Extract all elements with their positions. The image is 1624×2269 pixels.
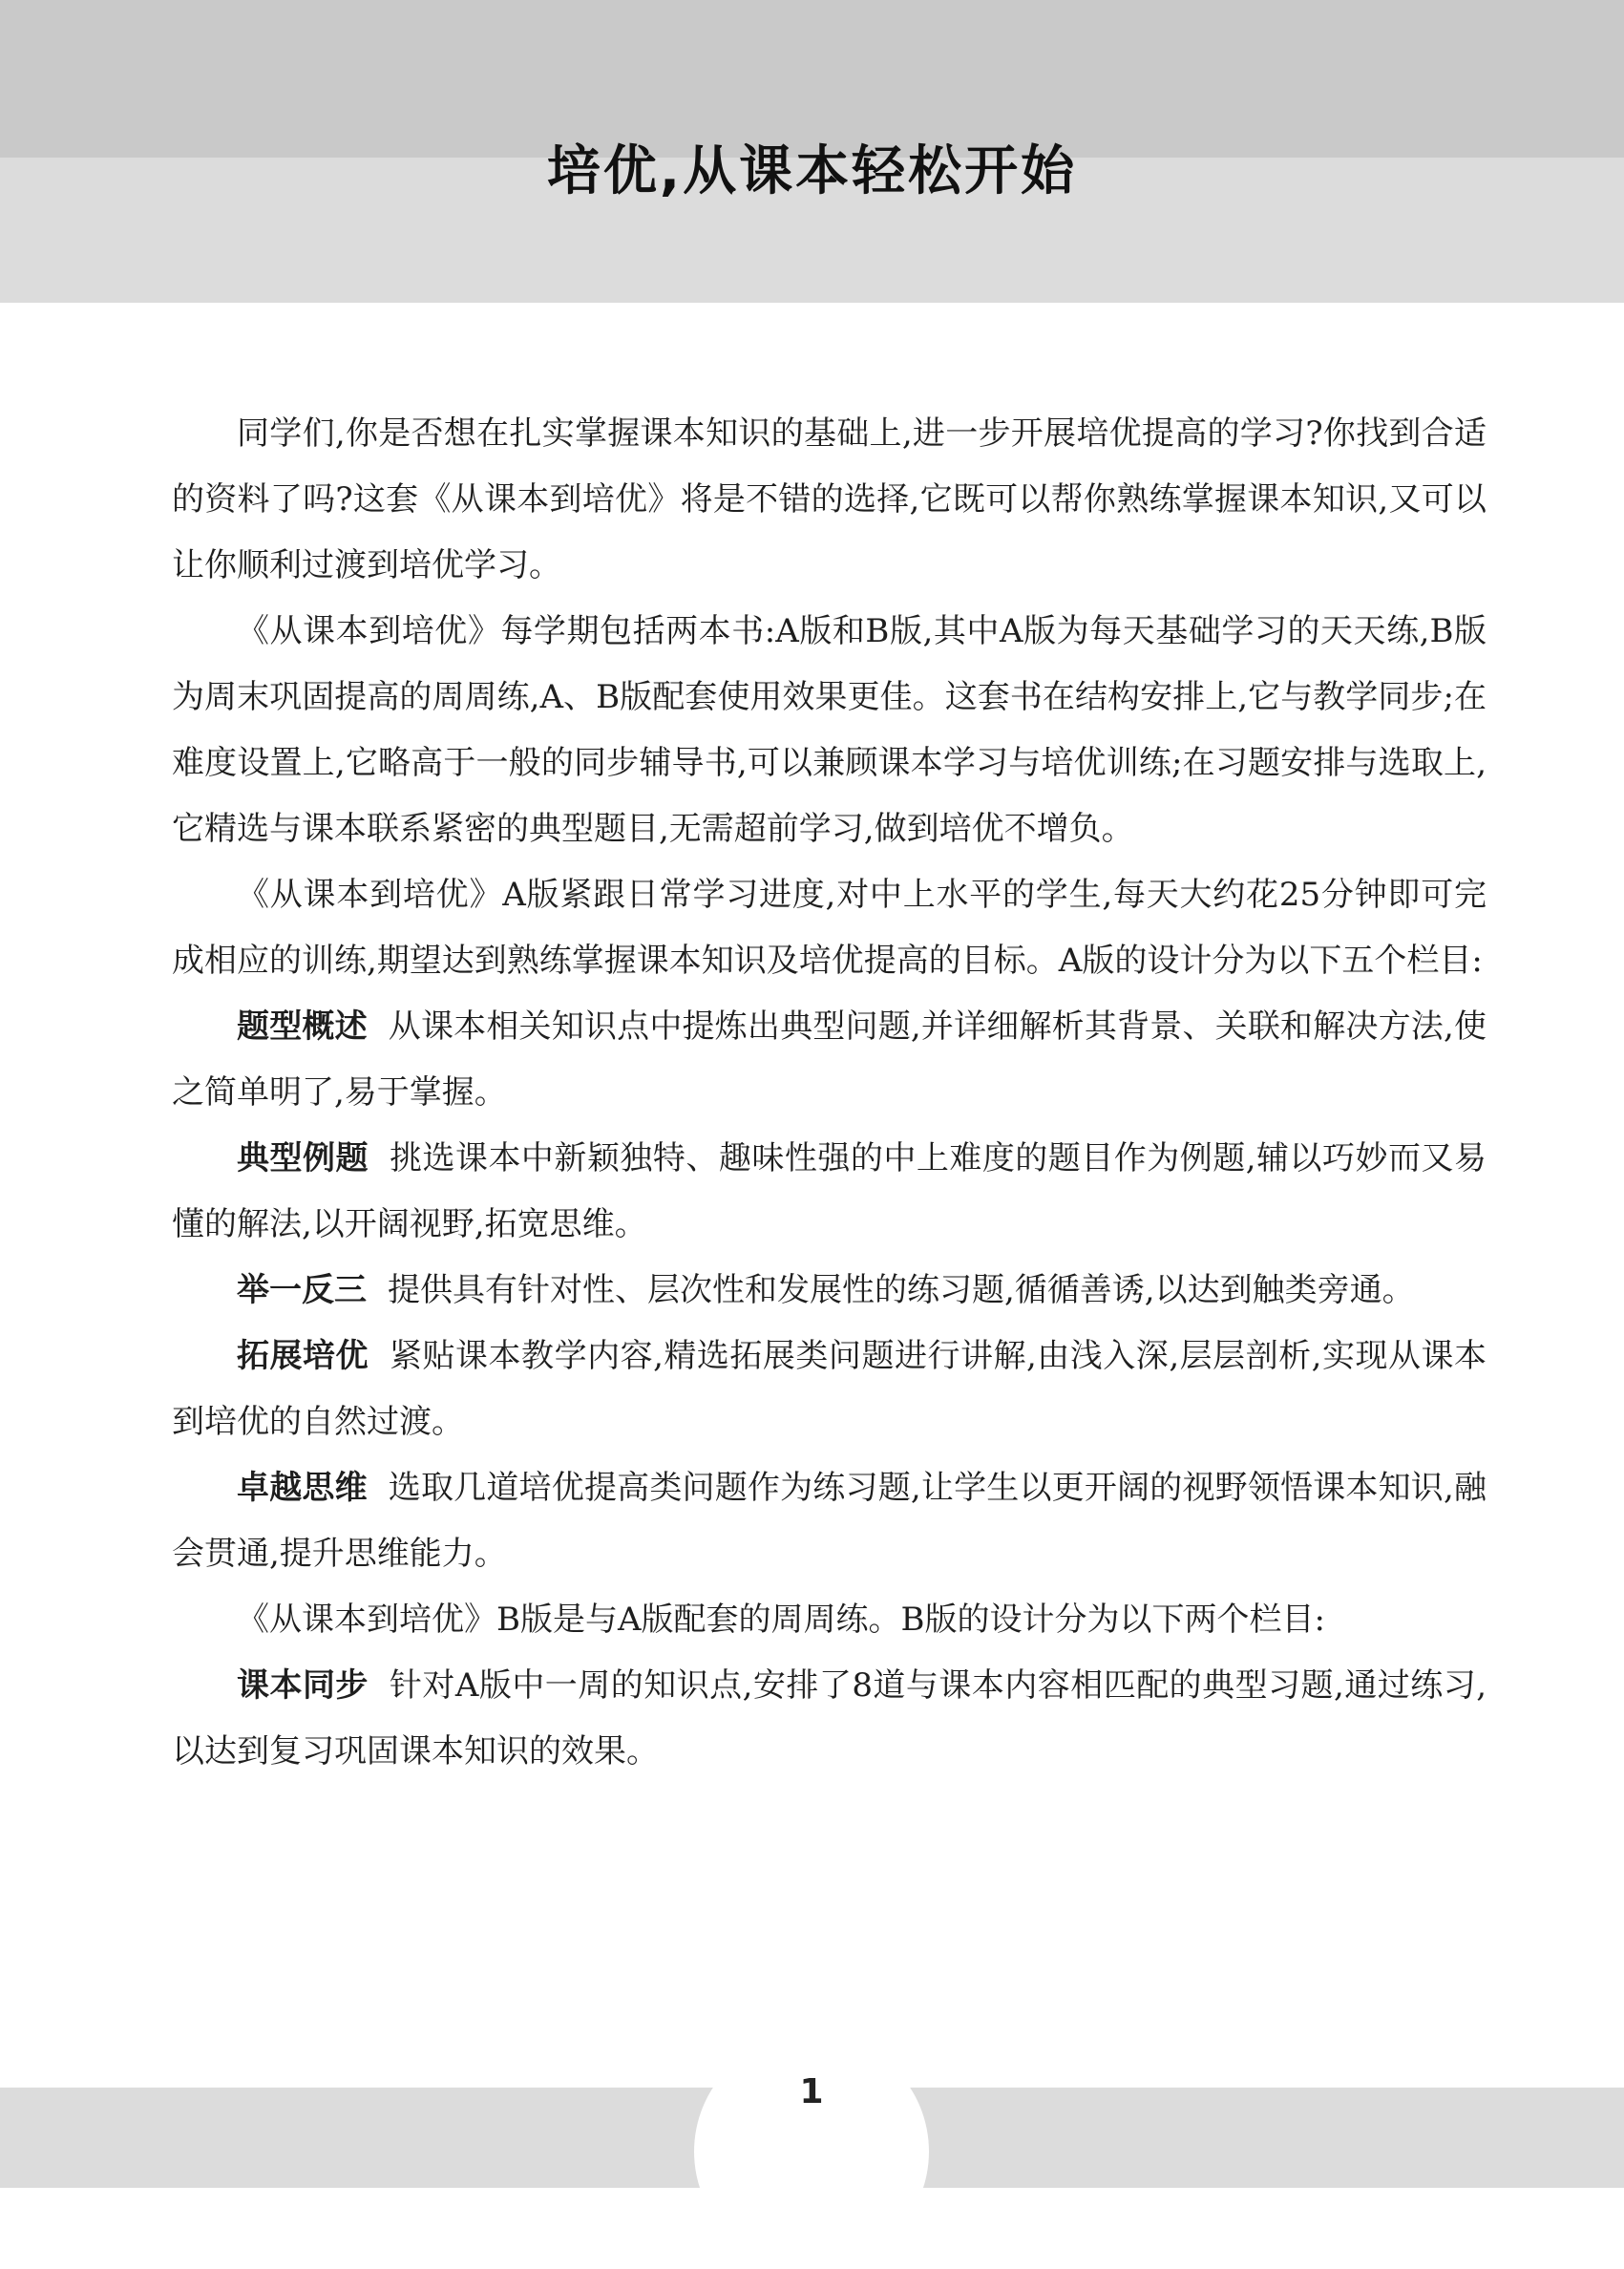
paragraph-intro: 同学们,你是否想在扎实掌握课本知识的基础上,进一步开展培优提高的学习?你找到合适的资料了吗?这套《从课本到培优》将是不错的选择,它既可以帮你熟练掌握课本知识,又可以让你顺利过渡到培优学习。: [172, 414, 1487, 584]
page-number: 1: [799, 2072, 824, 2111]
paragraph-b-version: 《从课本到培优》B版是与A版配套的周周练。B版的设计分为以下两个栏目:: [237, 1601, 1325, 1639]
paragraph-a-version: 《从课本到培优》A版紧跟日常学习进度,对中上水平的学生,每天大约花25分钟即可完成相应的训练,期望达到熟练掌握课本知识及培优提高的目标。A版的设计分为以下五个栏目:: [172, 876, 1487, 980]
column-desc: 挑选课本中新颖独特、趣味性强的中上难度的题目作为例题,辅以巧妙而又易懂的解法,以开阔视野,拓宽思维。: [172, 1139, 1487, 1243]
paragraph-books: 《从课本到培优》每学期包括两本书:A版和B版,其中A版为每天基础学习的天天练,B版为周末巩固提高的周周练,A、B版配套使用效果更佳。这套书在结构安排上,它与教学同步;在难度设置上,它略高于一般的同步辅导书,可以兼顾课本学习与培优训练;在习题安排与选取上,它精选与课本联系紧密的典型题目,无需超前学习,做到培优不增负。: [172, 612, 1487, 848]
column-desc: 针对A版中一周的知识点,安排了8道与课本内容相匹配的典型习题,通过练习,以达到复习巩固课本知识的效果。: [172, 1666, 1487, 1771]
column-item: [172, 1455, 1487, 1587]
column-desc: 选取几道培优提高类问题作为练习题,让学生以更开阔的视野领悟课本知识,融会贯通,提升思维能力。: [172, 1469, 1487, 1573]
column-term: 卓越思维: [237, 1469, 368, 1507]
page-title: 培优,从课本轻松开始: [546, 140, 1078, 202]
column-term: 题型概述: [237, 1007, 368, 1046]
column-term: 拓展培优: [237, 1337, 369, 1375]
column-desc: 紧贴课本教学内容,精选拓展类问题进行讲解,由浅入深,层层剖析,实现从课本到培优的自然过渡。: [172, 1337, 1487, 1441]
column-item: [172, 1126, 1487, 1258]
column-term: 典型例题: [237, 1139, 369, 1177]
column-item: [172, 1324, 1487, 1455]
column-item: [172, 1258, 1487, 1324]
body-text: [172, 401, 1487, 1785]
page-number-circle: [694, 2034, 929, 2269]
column-desc: 提供具有针对性、层次性和发展性的练习题,循循善诱,以达到触类旁通。: [388, 1271, 1415, 1309]
column-item: [172, 994, 1487, 1126]
column-item: [172, 1653, 1487, 1785]
column-term: 举一反三: [237, 1271, 367, 1309]
column-desc: 从课本相关知识点中提炼出典型问题,并详细解析其背景、关联和解决方法,使之简单明了,易于掌握。: [172, 1007, 1487, 1112]
column-term: 课本同步: [237, 1666, 369, 1705]
